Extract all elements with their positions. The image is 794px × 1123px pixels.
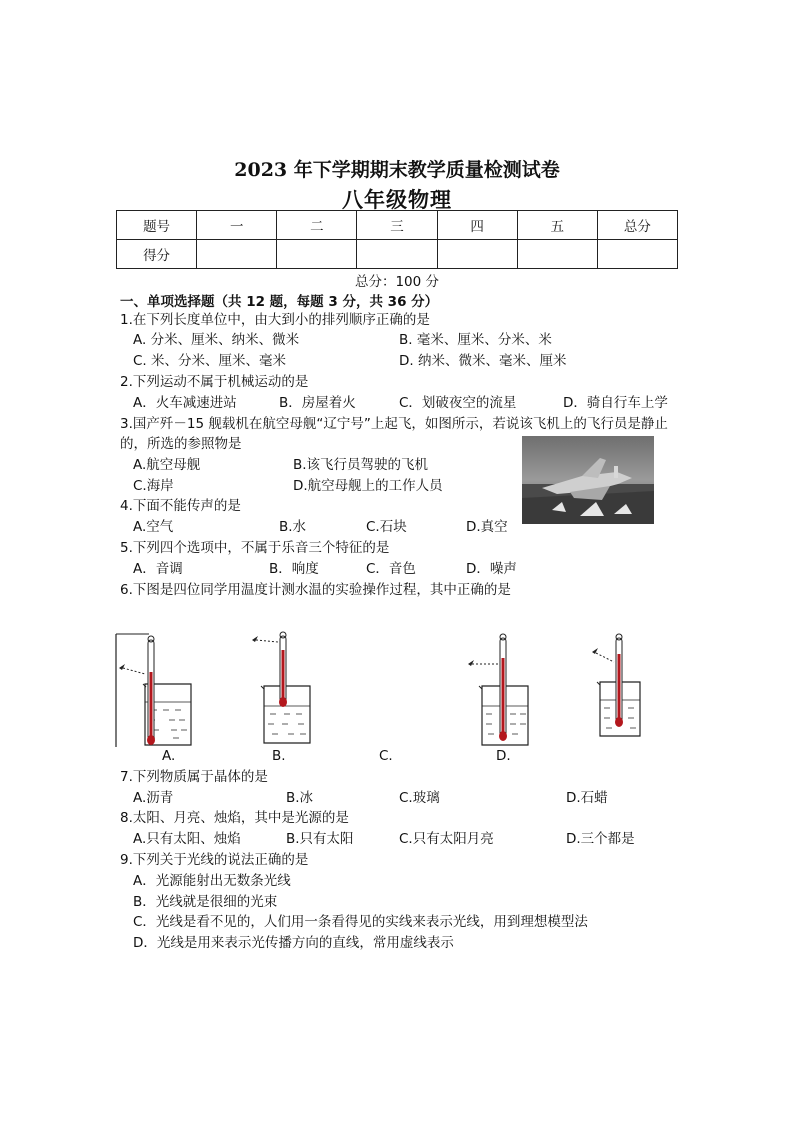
exam-subtitle: 八年级物理 bbox=[342, 187, 452, 212]
option-a: A．光源能射出无数条光线 bbox=[133, 873, 291, 889]
option-b: B．响度 bbox=[269, 561, 319, 577]
option-a: A.沥青 bbox=[133, 790, 174, 806]
figure-label-a: A. bbox=[162, 748, 176, 764]
question-stem: 1.在下列长度单位中，由大到小的排列顺序正确的是 bbox=[120, 312, 430, 328]
option-a: A. 分米、厘米、纳米、微米 bbox=[133, 332, 300, 348]
option-b: B. 毫米、厘米、分米、米 bbox=[399, 332, 552, 348]
question-stem: 4.下面不能传声的是 bbox=[120, 498, 241, 514]
option-a: A.航空母舰 bbox=[133, 457, 201, 473]
score-input-cell bbox=[357, 240, 437, 269]
option-a: A.空气 bbox=[133, 519, 174, 535]
figure-label-c: C. bbox=[379, 748, 393, 764]
score-cell: 四 bbox=[437, 211, 517, 240]
option-b: B.水 bbox=[279, 519, 307, 535]
figure-label-b: B. bbox=[272, 748, 286, 764]
score-cell: 三 bbox=[357, 211, 437, 240]
score-cell: 五 bbox=[517, 211, 597, 240]
question-stem: 8.太阳、月亮、烛焰，其中是光源的是 bbox=[120, 810, 349, 826]
option-d: D．骑自行车上学 bbox=[563, 395, 668, 411]
score-cell: 题号 bbox=[117, 211, 197, 240]
thermometer-beaker-diagram bbox=[466, 632, 532, 747]
option-d: D.三个都是 bbox=[566, 831, 635, 847]
section-title: 一、单项选择题（共 12 题，每题 3 分，共 36 分） bbox=[120, 294, 439, 310]
option-c: C.海岸 bbox=[133, 478, 174, 494]
figure-label-d: D. bbox=[496, 748, 511, 764]
option-d: D.航空母舰上的工作人员 bbox=[293, 478, 443, 494]
option-a: A.只有太阳、烛焰 bbox=[133, 831, 241, 847]
option-d: D. 纳米、微米、毫米、厘米 bbox=[399, 353, 567, 369]
exam-title: 2023 年下学期期末教学质量检测试卷 bbox=[234, 159, 560, 181]
option-c: C. 米、分米、厘米、毫米 bbox=[133, 353, 287, 369]
option-a: A．火车减速进站 bbox=[133, 395, 237, 411]
score-cell: 一 bbox=[197, 211, 277, 240]
option-c: C.玻璃 bbox=[399, 790, 440, 806]
score-cell: 总分 bbox=[597, 211, 677, 240]
score-cell: 二 bbox=[277, 211, 357, 240]
score-input-cell bbox=[277, 240, 357, 269]
score-table-header-row bbox=[117, 211, 678, 240]
option-c: C．划破夜空的流星 bbox=[399, 395, 517, 411]
option-b: B.该飞行员驾驶的飞机 bbox=[293, 457, 429, 473]
option-b: B．房屋着火 bbox=[279, 395, 356, 411]
question-stem: 3.国产歼－15 舰载机在航空母舰“辽宁号”上起飞，如图所示，若说该飞机上的飞行员是静止 bbox=[120, 416, 668, 432]
thermometer-beaker-diagram bbox=[115, 632, 197, 747]
question-stem-continued: 的，所选的参照物是 bbox=[120, 436, 242, 452]
score-input-cell bbox=[597, 240, 677, 269]
thermometer-beaker-diagram bbox=[588, 632, 644, 740]
question-stem: 6.下图是四位同学用温度计测水温的实验操作过程，其中正确的是 bbox=[120, 582, 511, 598]
score-input-cell bbox=[437, 240, 517, 269]
score-cell: 得分 bbox=[117, 240, 197, 269]
thermometer-beaker-diagram bbox=[240, 630, 312, 745]
score-table bbox=[116, 210, 678, 269]
option-b: B．光线就是很细的光束 bbox=[133, 894, 278, 910]
question-stem: 2.下列运动不属于机械运动的是 bbox=[120, 374, 309, 390]
jet-on-carrier-photo bbox=[522, 436, 654, 524]
option-d: D.真空 bbox=[466, 519, 508, 535]
score-input-cell bbox=[517, 240, 597, 269]
option-c: C．音色 bbox=[366, 561, 416, 577]
option-c: C.只有太阳月亮 bbox=[399, 831, 494, 847]
score-input-cell bbox=[197, 240, 277, 269]
total-score: 总分：100 分 bbox=[354, 274, 440, 290]
option-d: D.石蜡 bbox=[566, 790, 608, 806]
option-a: A．音调 bbox=[133, 561, 183, 577]
option-d: D．噪声 bbox=[466, 561, 517, 577]
option-b: B.只有太阳 bbox=[286, 831, 354, 847]
option-d: D．光线是用来表示光传播方向的直线，常用虚线表示 bbox=[133, 935, 454, 951]
question-stem: 7.下列物质属于晶体的是 bbox=[120, 769, 268, 785]
option-b: B.冰 bbox=[286, 790, 314, 806]
score-table-score-row bbox=[117, 240, 678, 269]
question-stem: 9.下列关于光线的说法正确的是 bbox=[120, 852, 309, 868]
question-stem: 5.下列四个选项中，不属于乐音三个特征的是 bbox=[120, 540, 390, 556]
option-c: C.石块 bbox=[366, 519, 407, 535]
option-c: C．光线是看不见的，人们用一条看得见的实线来表示光线，用到理想模型法 bbox=[133, 914, 588, 930]
